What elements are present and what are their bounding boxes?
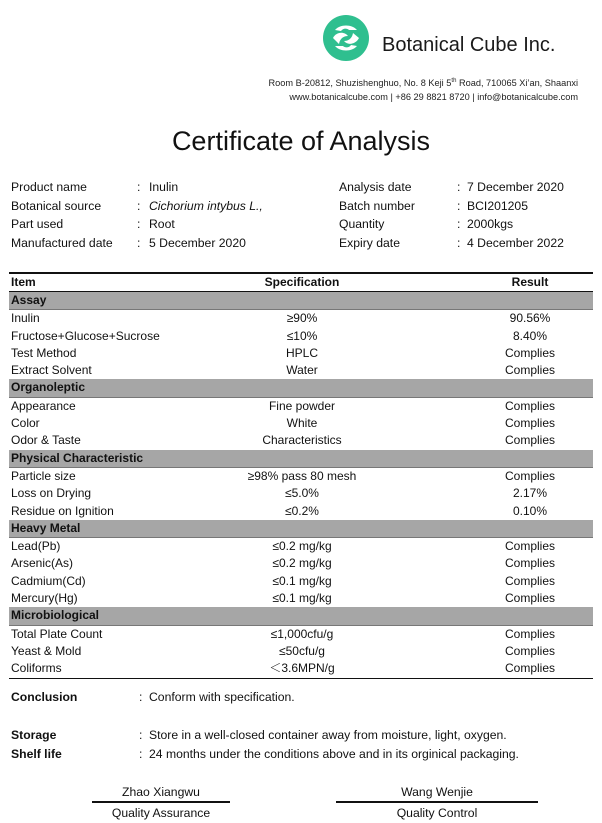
signature-line xyxy=(336,801,538,803)
info-row: Quantity : 2000kgs xyxy=(339,217,514,231)
table-row: Appearance Fine powder Complies xyxy=(11,398,555,413)
table-row: Mercury(Hg) ≤0.1 mg/kg Complies xyxy=(11,591,555,606)
company-contact: www.botanicalcube.com | +86 29 8821 8720 | info@botanicalcube.com xyxy=(289,92,578,103)
signature-quality-assurance xyxy=(92,784,230,821)
company-logo-icon xyxy=(322,14,370,62)
signer-name: Zhao Xiangwu xyxy=(122,785,200,799)
storage-value: Store in a well-closed container away from moisture, light, oxygen. xyxy=(149,728,507,742)
table-row: Fructose+Glucose+Sucrose ≤10% 8.40% xyxy=(11,328,548,343)
table-row: Total Plate Count ≤1,000cfu/g Complies xyxy=(11,626,555,641)
storage-label: Storage xyxy=(11,728,57,742)
section-header: Organoleptic xyxy=(9,379,593,397)
section-header: Physical Characteristic xyxy=(9,450,593,468)
info-row: Expiry date : 4 December 2022 xyxy=(339,235,564,250)
info-row: Part used : Root xyxy=(11,217,175,231)
table-row: Odor & Taste Characteristics Complies xyxy=(11,433,555,448)
storage-row: Storage : Store in a well-closed container away from moisture, light, oxygen. xyxy=(11,728,507,742)
info-row: Product name : Inulin xyxy=(11,180,179,194)
shelf-life-value: 24 months under the conditions above and in its orginical packaging. xyxy=(149,747,519,761)
conclusion-value: Conform with specification. xyxy=(149,690,295,704)
company-address-block xyxy=(269,74,578,104)
table-header xyxy=(9,274,593,292)
column-header-specification: Specification xyxy=(264,275,340,289)
analysis-table xyxy=(9,272,593,679)
table-row: Extract Solvent Water Complies xyxy=(11,363,555,378)
table-row: Inulin ≥90% 90.56% xyxy=(11,311,551,326)
table-row: Arsenic(As) ≤0.2 mg/kg Complies xyxy=(11,556,555,571)
signer-name: Wang Wenjie xyxy=(401,785,473,799)
table-row: Coliforms ＜3.6MPN/g Complies xyxy=(9,660,593,678)
signature-line xyxy=(92,801,230,803)
table-row: Loss on Drying ≤5.0% 2.17% xyxy=(11,486,548,501)
section-header: Assay xyxy=(9,292,593,310)
table-row: Residue on Ignition ≤0.2% 0.10% xyxy=(11,503,548,518)
info-row: Manufactured date : 5 December 2020 xyxy=(11,235,246,250)
info-row: Botanical source : Cichorium intybus L., xyxy=(11,198,263,213)
table-row: Cadmium(Cd) ≤0.1 mg/kg Complies xyxy=(11,573,555,588)
column-header-item: Item xyxy=(11,275,36,289)
table-row: Color White Complies xyxy=(11,416,555,431)
conclusion-label: Conclusion xyxy=(11,690,78,704)
table-row: Yeast & Mold ≤50cfu/g Complies xyxy=(11,643,555,658)
table-row: Test Method HPLC Complies xyxy=(11,345,555,360)
signer-role: Quality Control xyxy=(396,806,478,820)
shelf-life-row: Shelf life : 24 months under the conditions above and in its orginical packaging. xyxy=(11,747,519,761)
signature-quality-control xyxy=(336,784,538,821)
product-info-right xyxy=(339,178,589,252)
document-title: Certificate of Analysis xyxy=(171,126,431,156)
shelf-life-label: Shelf life xyxy=(11,747,62,761)
conclusion-row: Conclusion : Conform with specification. xyxy=(11,690,295,704)
signer-role: Quality Assurance xyxy=(111,806,211,820)
company-name: Botanical Cube Inc. xyxy=(382,34,556,56)
info-row: Batch number : BCI201205 xyxy=(339,198,528,213)
table-row: Lead(Pb) ≤0.2 mg/kg Complies xyxy=(11,539,555,554)
column-header-result: Result xyxy=(511,275,549,289)
table-row: Particle size ≥98% pass 80 mesh Complies xyxy=(11,468,555,483)
section-header: Heavy Metal xyxy=(9,520,593,538)
info-row: Analysis date : 7 December 2020 xyxy=(339,180,564,194)
section-header: Microbiological xyxy=(9,607,593,625)
company-address: Room B-20812, Shuzishenghuo, No. 8 Keji 5th Road, 710065 Xi’an, Shaanxi xyxy=(268,78,578,89)
product-info-left xyxy=(11,178,311,252)
